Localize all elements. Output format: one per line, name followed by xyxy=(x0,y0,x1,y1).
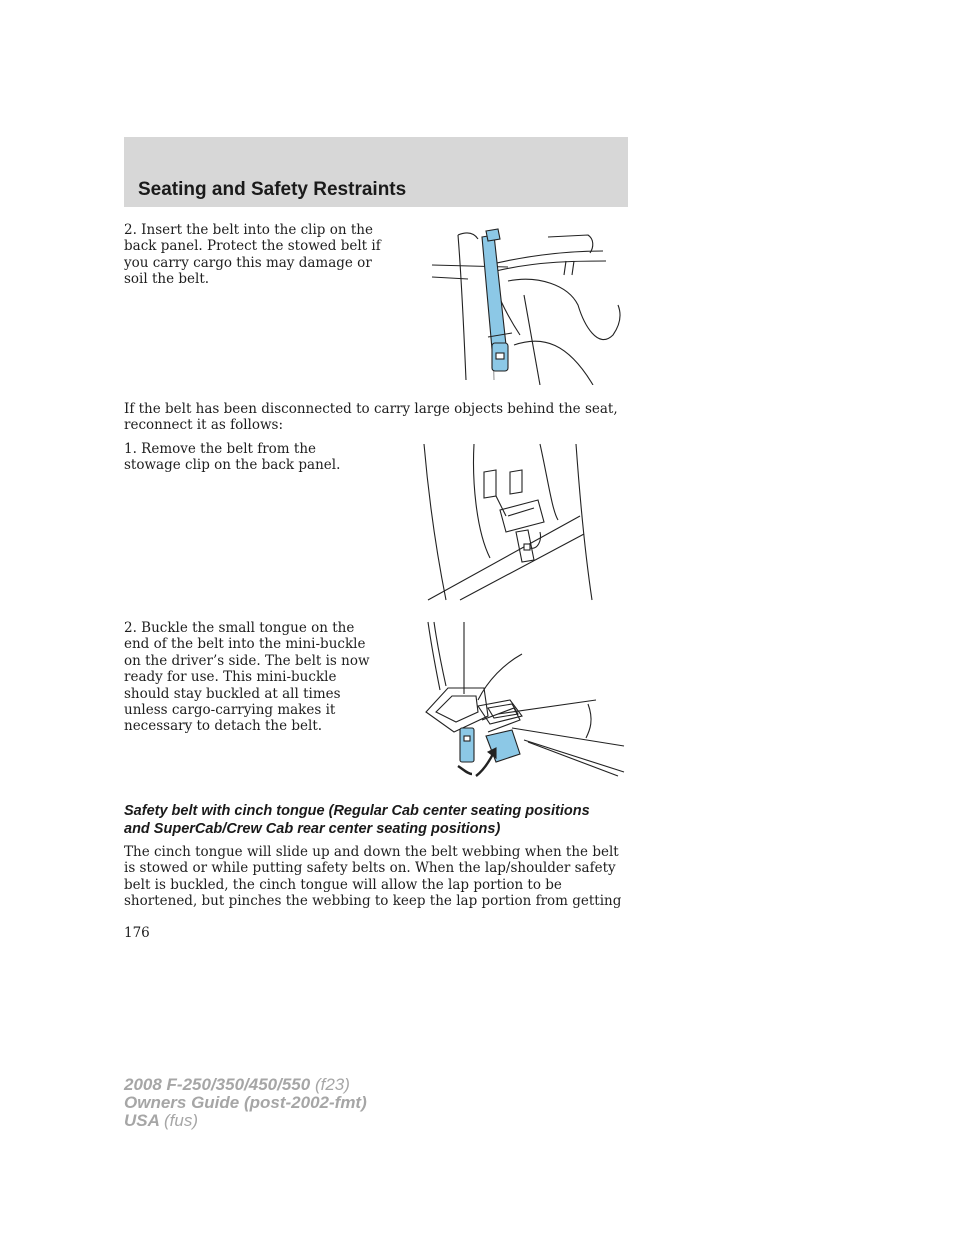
reconnect-intro-text: If the belt has been disconnected to carry large objects behind the seat, reconnect it as follows: xyxy=(124,401,618,434)
step-remove-belt-text: 1. Remove the belt from the stowage clip on the back panel. xyxy=(124,441,341,474)
section-title: Seating and Safety Restraints xyxy=(138,179,407,200)
footer-guide: Owners Guide (post-2002-fmt) xyxy=(124,1093,367,1112)
footer-model-code: (f23) xyxy=(314,1075,350,1094)
mini-buckle-illustration xyxy=(418,620,628,780)
footer-line-guide xyxy=(124,1094,367,1112)
footer-region: USA xyxy=(124,1111,160,1130)
cinch-tongue-heading: Safety belt with cinch tongue (Regular Cab center seating positions and SuperCab/Crew Cab rear center seating positions) xyxy=(124,803,590,837)
footer-region-code: (fus) xyxy=(164,1111,198,1130)
page-number: 176 xyxy=(124,925,150,941)
step-buckle-text: 2. Buckle the small tongue on the end of the belt into the mini-buckle on the driver’s side. The belt is now ready for use. This mini-buckle should stay buckled at all times unless cargo-carrying makes it necessary to detach the belt. xyxy=(124,620,370,735)
footer-model: 2008 F-250/350/450/550 xyxy=(124,1075,311,1094)
step-insert-belt-text: 2. Insert the belt into the clip on the back panel. Protect the stowed belt if you carry cargo this may damage or soil the belt. xyxy=(124,222,381,288)
footer-line-region xyxy=(124,1112,367,1130)
document-footer xyxy=(124,1076,367,1130)
footer-line-model xyxy=(124,1076,367,1094)
belt-clip-removal-illustration xyxy=(420,440,600,605)
section-header-band xyxy=(124,137,628,207)
cinch-tongue-body-text: The cinch tongue will slide up and down the belt webbing when the belt is stowed or while putting safety belts on. When the lap/shoulder safety belt is buckled, the cinch tongue will allow the lap portion to be shortened, but pinches the webbing to keep the lap portion from getting xyxy=(124,844,622,910)
belt-stowed-illustration xyxy=(428,225,624,385)
